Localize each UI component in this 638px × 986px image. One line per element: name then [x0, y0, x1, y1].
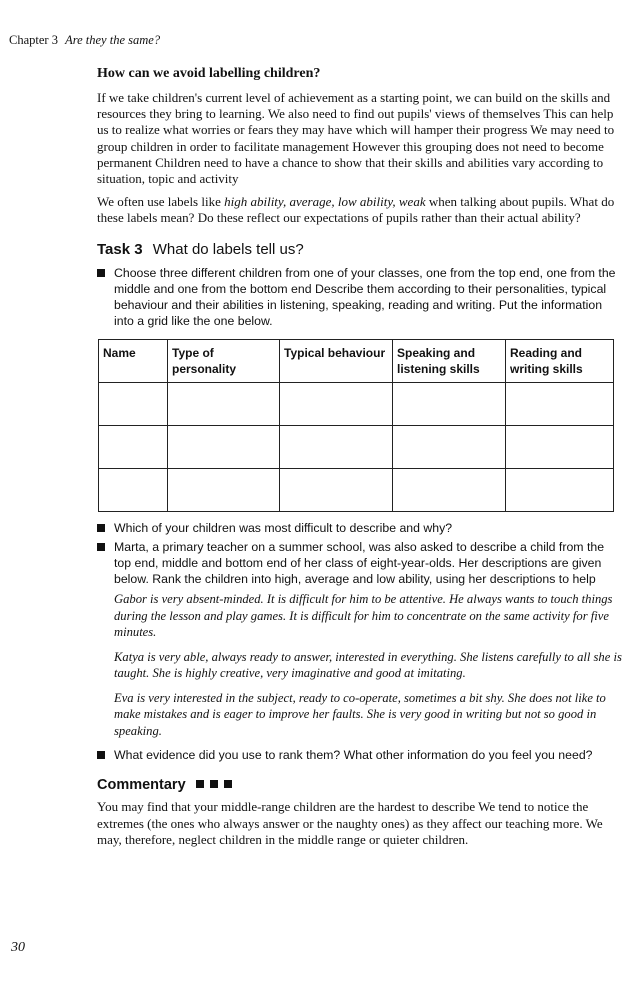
- bullet-square-icon: [97, 543, 105, 551]
- section-paragraph-1: If we take children's current level of achievement as a starting point, we can build on the skills and resources they bring to learning. We also need to find out pupils' views of themselves This can help us to realize what worries or fears they may have which will hamper their progress We may need to group children in order to facilitate management However this grouping does not need to become permanent Children need to have a chance to show that their skills and abilities vary according to situation, topic and activity: [97, 90, 615, 187]
- bullet-square-icon: [97, 524, 105, 532]
- quote-katya: Katya is very able, always ready to answer, interested in everything. She listens carefully to all she is taught. She is highly creative, very imaginative and good at imitating.: [114, 649, 622, 681]
- table-row: [99, 469, 614, 512]
- table-cell: [393, 426, 506, 469]
- table-row: [99, 383, 614, 426]
- table-cell: [506, 383, 614, 426]
- page-content: [97, 66, 623, 855]
- table-cell: [280, 383, 393, 426]
- task-bullets-2: [97, 520, 623, 587]
- bullet-square-icon: [97, 751, 105, 759]
- task-bullets-3: [97, 747, 623, 763]
- table-cell: [393, 469, 506, 512]
- table-header-row: [99, 340, 614, 383]
- task-title: What do labels tell us?: [152, 240, 304, 258]
- col-reading-writing: Reading and writing skills: [506, 340, 614, 383]
- section-paragraph-2: [97, 194, 623, 226]
- para2-before: We often use labels like: [97, 194, 225, 210]
- running-head: [9, 33, 160, 48]
- col-behaviour: Typical behaviour: [280, 340, 393, 383]
- task-heading: [97, 241, 623, 258]
- commentary-text: You may find that your middle-range children are the hardest to describe We tend to notice the extremes (the ones who always answer or the naughty ones) as they affect our teaching more. We may, therefore, neglect children in the middle range or quieter children.: [97, 799, 603, 847]
- bullet-square-icon: [97, 269, 105, 277]
- labels-grid: [98, 339, 614, 512]
- col-personality: Type of personality: [168, 340, 280, 383]
- para2-after: when talking about pupils. What do these labels mean? Do these reflect our expectations of pupils rather than their actual ability?: [97, 194, 615, 226]
- col-speaking-listening: Speaking and listening skills: [393, 340, 506, 383]
- bullet-text: Choose three different children from one of your classes, one from the top end, one from the middle and one from the bottom end Describe them according to their personalities, typical behaviour and their abilities in listening, speaking, reading and writing. Put the information into a grid like the one below.: [114, 265, 616, 329]
- table-cell: [280, 426, 393, 469]
- square-mark-icon: [210, 780, 218, 788]
- task-number: Task 3: [97, 240, 143, 258]
- chapter-title: Are they the same?: [65, 33, 161, 47]
- list-item: [97, 520, 623, 536]
- col-name: Name: [99, 340, 168, 383]
- table-cell: [99, 383, 168, 426]
- table-cell: [393, 383, 506, 426]
- commentary-title: Commentary: [97, 777, 186, 794]
- table-cell: [168, 469, 280, 512]
- quote-gabor: Gabor is very absent-minded. It is difficult for him to be attentive. He always wants to touch things during the lesson and play games. It is difficult for him to concentrate on the same activity for five minutes.: [114, 592, 613, 640]
- bullet-text: Marta, a primary teacher on a summer school, was also asked to describe a child from the top end, middle and bottom end of her class of eight-year-olds. Her descriptions are given below. Rank the children into high, average and low ability, using her descriptions to help: [114, 539, 605, 587]
- table-cell: [280, 469, 393, 512]
- para2-labels: high ability, average, low ability, weak: [224, 194, 426, 210]
- list-item: [97, 265, 623, 330]
- bullet-text: What evidence did you use to rank them? What other information do you feel you need?: [114, 748, 593, 763]
- task-bullets-1: [97, 265, 623, 330]
- table-cell: [99, 426, 168, 469]
- chapter-label: Chapter 3: [9, 33, 58, 47]
- table-cell: [99, 469, 168, 512]
- bullet-text: Which of your children was most difficult to describe and why?: [114, 521, 453, 536]
- quote-eva: Eva is very interested in the subject, ready to co-operate, sometimes a bit shy. She does not like to make mistakes and is eager to improve her faults. She is very good in writing but not so good in speaking.: [114, 690, 606, 738]
- list-item: [97, 539, 623, 588]
- table-cell: [168, 383, 280, 426]
- square-mark-icon: [224, 780, 232, 788]
- page-number: 30: [11, 940, 25, 955]
- square-mark-icon: [196, 780, 204, 788]
- table-cell: [168, 426, 280, 469]
- list-item: [97, 747, 623, 763]
- commentary-heading: [97, 777, 623, 793]
- section-heading: How can we avoid labelling children?: [97, 66, 321, 81]
- table-cell: [506, 469, 614, 512]
- table-cell: [506, 426, 614, 469]
- table-row: [99, 426, 614, 469]
